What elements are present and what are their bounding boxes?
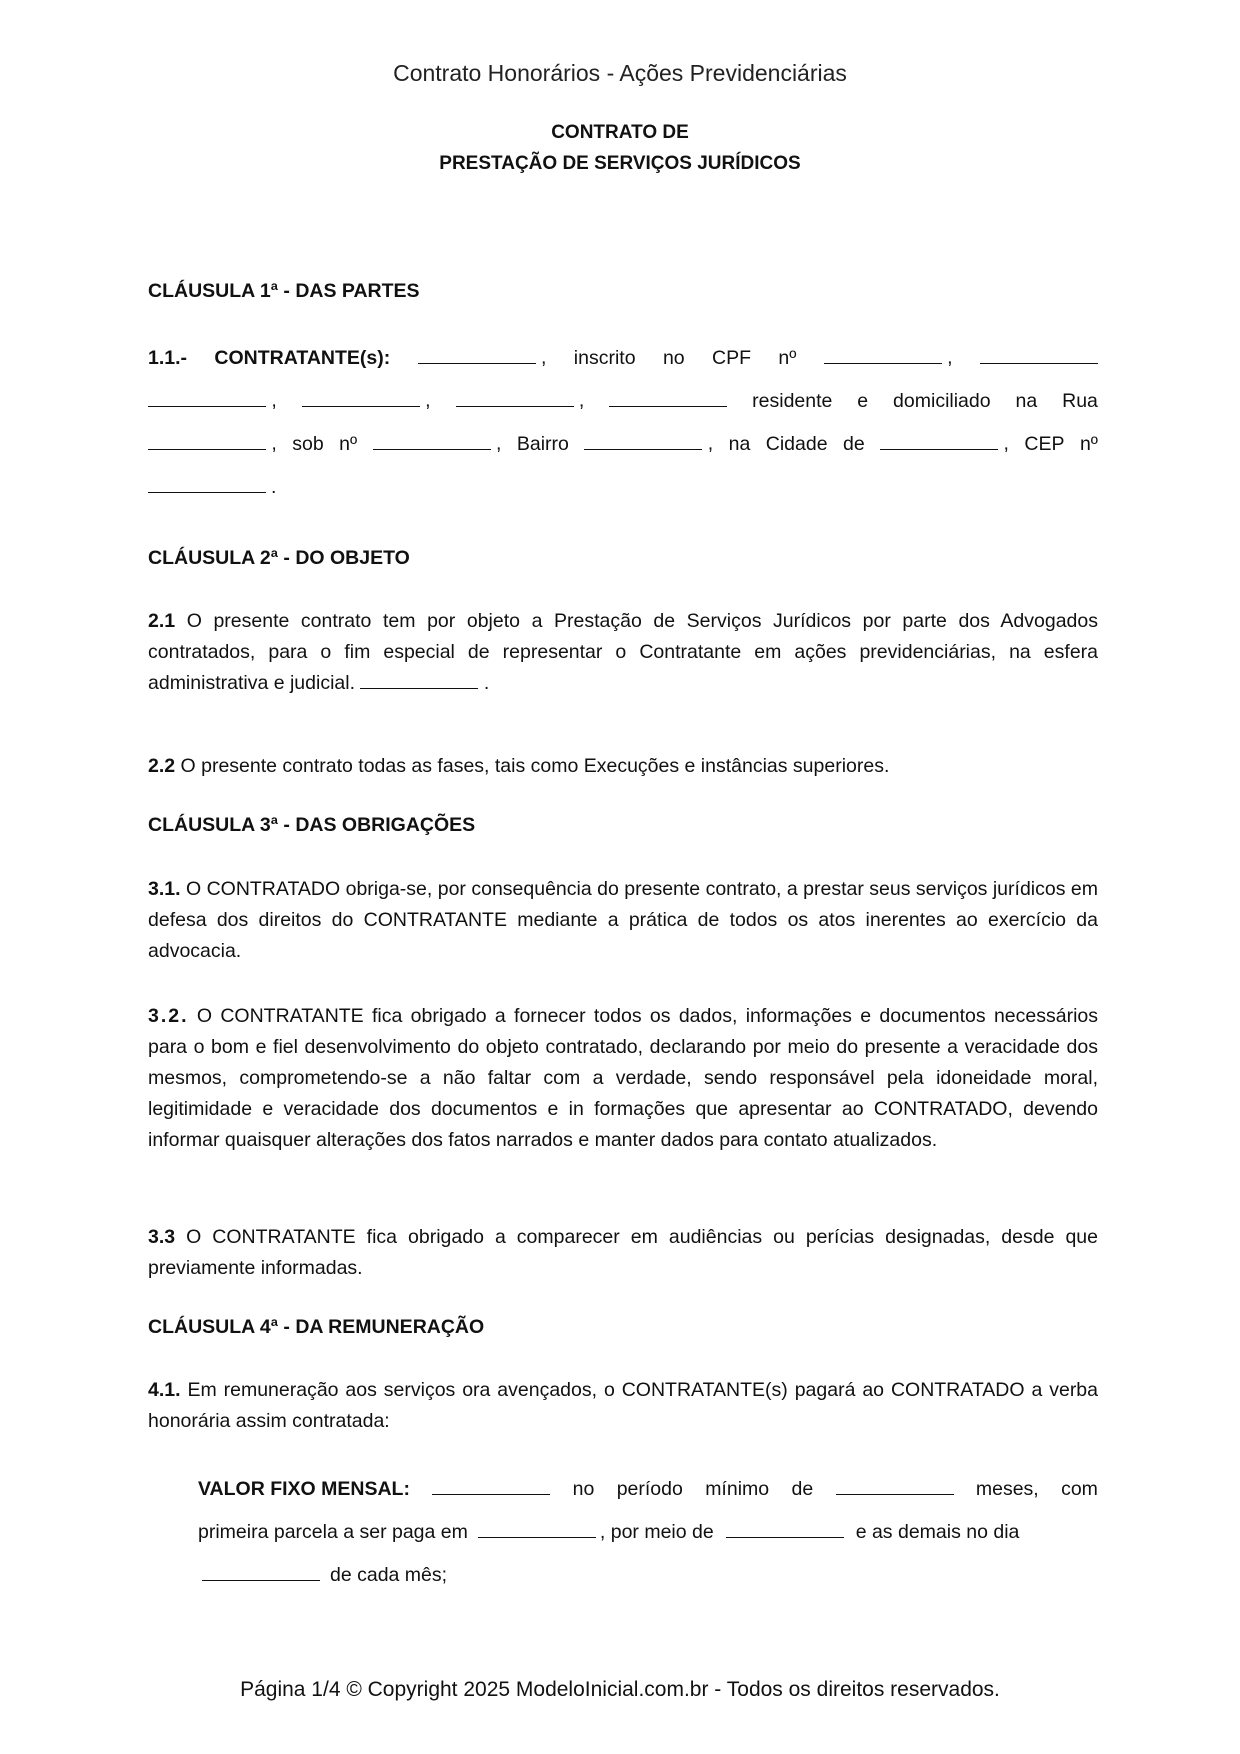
text: na — [1015, 389, 1038, 412]
clause1-line4 — [148, 474, 1098, 499]
paragraph-number: 3.1. — [148, 878, 181, 900]
comma: , — [947, 346, 953, 369]
text: e as demais no dia — [855, 1520, 1020, 1543]
clause1-line1 — [148, 345, 1098, 370]
comma: , — [578, 389, 585, 412]
paragraph-number: 4.1. — [148, 1379, 181, 1401]
contratante-label: CONTRATANTE(s): — [214, 346, 391, 369]
text: nº — [778, 346, 797, 369]
paragraph-text: Em remuneração aos serviços ora avençados, o CONTRATANTE(s) pagará ao CONTRATADO a verba honorária assim contratada: — [148, 1379, 1098, 1432]
comma: , — [271, 389, 277, 412]
comma: , — [425, 389, 431, 412]
page-footer: Página 1/4 © Copyright 2025 ModeloInicial.com.br - Todos os direitos reservados. — [240, 1678, 1000, 1701]
text: nº — [1079, 432, 1098, 455]
period: . — [271, 475, 277, 498]
paragraph-number: 3.2. — [148, 1005, 189, 1027]
paragraph-number: 2.1 — [148, 610, 176, 632]
page-header-title: Contrato Honorários - Ações Previdenciárias — [393, 60, 847, 86]
clause4-heading: CLÁUSULA 4ª - DA REMUNERAÇÃO — [148, 1316, 485, 1338]
issuer-field[interactable] — [609, 388, 727, 407]
text: Cidade — [765, 432, 828, 455]
text: de cada mês; — [330, 1563, 448, 1586]
monthly-value-field[interactable] — [432, 1476, 550, 1495]
text: primeira parcela a ser paga em — [198, 1520, 468, 1543]
text: de — [842, 432, 865, 455]
paragraph-text: O presente contrato todas as fases, tais como Execuções e instâncias superiores. — [175, 755, 890, 777]
cpf-field[interactable] — [824, 345, 942, 364]
street-field[interactable] — [148, 431, 266, 450]
clause3-paragraph-2 — [148, 1001, 1098, 1156]
first-payment-date-field[interactable] — [478, 1519, 596, 1538]
text: no — [662, 346, 685, 369]
text: CPF — [712, 346, 751, 369]
paragraph-text: O presente contrato tem por objeto a Prestação de Serviços Jurídicos por parte dos Advogados contratados, para o fim especial de representar o Contratante em ações previdenciárias, na esfera administrativa e judicial. — [148, 610, 1098, 694]
cep-field[interactable] — [148, 474, 266, 493]
text: residente — [752, 389, 833, 412]
text: período — [616, 1477, 683, 1500]
text: Rua — [1062, 389, 1098, 412]
city-field[interactable] — [880, 431, 998, 450]
rg-field[interactable] — [456, 388, 574, 407]
text: na — [728, 432, 751, 455]
comma: , — [496, 432, 502, 455]
text: mínimo — [705, 1477, 770, 1500]
profession-field[interactable] — [302, 388, 420, 407]
paragraph-number: 2.2 — [148, 755, 176, 777]
fixed-fee-line3 — [202, 1562, 1102, 1587]
neighborhood-field[interactable] — [584, 431, 702, 450]
comma: , — [271, 432, 277, 455]
text: inscrito — [573, 346, 636, 369]
clause3-paragraph-3 — [148, 1222, 1098, 1284]
text: Bairro — [516, 432, 569, 455]
clause2-paragraph-1 — [148, 606, 1098, 699]
fixed-fee-line2 — [198, 1519, 1098, 1544]
contratante-name-field[interactable] — [418, 345, 536, 364]
text: sob — [292, 432, 324, 455]
paragraph-text: O CONTRATADO obriga-se, por consequência do presente contrato, a prestar seus serviços jurídicos em defesa dos direitos do CONTRATANTE mediante a prática de todos os atos inerentes ao exercício da advocacia. — [148, 878, 1098, 962]
comma: , — [707, 432, 714, 455]
text: nº — [339, 432, 358, 455]
text: no — [572, 1477, 595, 1500]
item-number: 1.1.- — [148, 346, 188, 369]
document-title-line1: CONTRATO DE — [551, 122, 689, 143]
clause2-paragraph-2 — [148, 751, 1098, 782]
text: domiciliado — [893, 389, 991, 412]
payment-method-field[interactable] — [726, 1519, 844, 1538]
paragraph-text: O CONTRATANTE fica obrigado a comparecer em audiências ou perícias designadas, desde que previamente informadas. — [148, 1226, 1098, 1279]
text: , por meio de — [599, 1520, 714, 1543]
payment-day-field[interactable] — [202, 1562, 320, 1581]
nationality-field[interactable] — [980, 345, 1098, 364]
period: . — [478, 672, 490, 694]
text: meses, — [975, 1477, 1039, 1500]
clause2-heading: CLÁUSULA 2ª - DO OBJETO — [148, 547, 410, 569]
marital-status-field[interactable] — [148, 388, 266, 407]
number-field[interactable] — [373, 431, 491, 450]
clause4-paragraph-1 — [148, 1375, 1098, 1437]
fixed-fee-line1 — [198, 1476, 1098, 1501]
clause3-heading: CLÁUSULA 3ª - DAS OBRIGAÇÕES — [148, 814, 476, 836]
document-title-line2: PRESTAÇÃO DE SERVIÇOS JURÍDICOS — [439, 153, 801, 174]
object-detail-field[interactable] — [360, 670, 478, 689]
text: e — [857, 389, 869, 412]
clause1-heading: CLÁUSULA 1ª - DAS PARTES — [148, 280, 420, 302]
text: com — [1061, 1477, 1098, 1500]
comma: , — [1003, 432, 1009, 455]
paragraph-number: 3.3 — [148, 1226, 176, 1248]
minimum-months-field[interactable] — [836, 1476, 954, 1495]
clause1-line2 — [148, 388, 1098, 413]
clause1-line3 — [148, 431, 1098, 456]
text: CEP — [1024, 432, 1065, 455]
fixed-fee-label: VALOR FIXO MENSAL: — [198, 1477, 410, 1500]
clause3-paragraph-1 — [148, 874, 1098, 967]
paragraph-text: O CONTRATANTE fica obrigado a fornecer todos os dados, informações e documentos necessários para o bom e fiel desenvolvimento do objeto contratado, declarando por meio do presente a veracidade dos mesmos, comprometendo-se a não faltar com a verdade, sendo responsável pela idoneidade moral, legitimidade e veracidade dos documentos e in formações que apresentar ao CONTRATADO, devendo informar quaisquer alterações dos fatos narrados e manter dados para contato atualizados. — [148, 1005, 1098, 1151]
comma: , — [541, 346, 547, 369]
text: de — [791, 1477, 814, 1500]
